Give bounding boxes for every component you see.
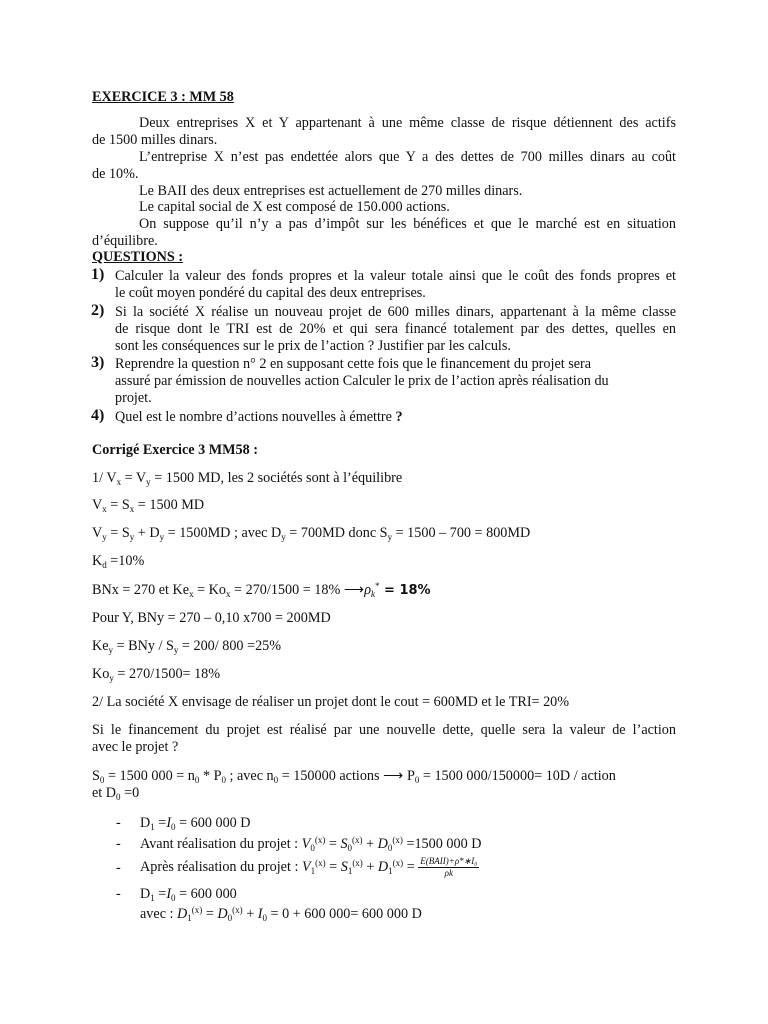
corrige-line-8: $Ko_y = 270/1500= 18\%$ <box>92 666 221 683</box>
corrige-line-11: $S_0 = 1500$ $000 = n_0 * P_0$ ; avec $n_0 = 150000$ actions ⟶ $P_0 = 1500$ 000/150000= 10D / action <box>92 768 616 785</box>
question-4-number: 4) <box>91 407 105 424</box>
corrige-line-5: BNx = 270 et $Ke_x = Ko_x = 270/1500 = 18\%$ $⟶\rho_k^* = 18\%$ <box>92 581 431 599</box>
question-1-line-2: le coût moyen pondéré du capital des deux entreprises. <box>115 285 426 301</box>
bullet-3: Après réalisation du projet : $V_1^{(x)} = S_1^{(x)} + D_1^{(x)}$ = $\frac{\text{E(BAII)+ρ*∗I₀}}{\rho k}$ <box>140 856 478 878</box>
bullet-4: $D_1 =I_0 = 600$ 000 <box>140 886 237 903</box>
bullet-4-detail: avec : $D_1^{(x)} = D_0^{(x)} + I_0 = 0 + 600$ 000= 600 000 D <box>140 905 422 923</box>
question-3-line-2: assuré par émission de nouvelles action Calculer le prix de l’action après réalisation du <box>115 373 609 389</box>
statement-line-8: d’équilibre. <box>92 233 158 249</box>
statement-line-4: de 10%. <box>92 166 139 182</box>
question-2-number: 2) <box>91 302 105 319</box>
statement-line-3: L’entreprise X n’est pas endettée alors que Y a des dettes de 700 milles dinars au coût <box>139 149 676 165</box>
statement-line-2: de 1500 milles dinars. <box>92 132 218 148</box>
bullet-dash: - <box>116 860 121 876</box>
bullet-2: Avant réalisation du projet : $V_0^{(x)} = S_0^{(x)} + D_0^{(x)} =1500$ 000 D <box>140 835 482 853</box>
corrige-line-3: $V_y = S_y + D_y = 1500MD$ ; avec $D_y = 700MD$ donc $S_y = 1500 - 700 = 800MD$ <box>92 525 531 542</box>
question-2-line-1: Si la société X réalise un nouveau projet de 600 milles dinars, appartenant à la même classe <box>115 304 676 320</box>
statement-line-1: Deux entreprises X et Y appartenant à une même classe de risque détiennent des actifs <box>139 115 676 131</box>
corrige-title: Corrigé Exercice 3 MM58 : <box>92 442 258 458</box>
corrige-line-7: $Ke_y$ = BNy / $S_y = 200/$ 800 =25% <box>92 638 282 655</box>
corrige-line-12: et $D_0 =0$ <box>92 785 140 802</box>
question-2-line-2: de risque dont le TRI est de 20% et qui sera financé totalement par des dettes, quelles en <box>115 321 676 337</box>
exercise-title: EXERCICE 3 : MM 58 <box>92 89 234 105</box>
question-3-line-1: Reprendre la question n° 2 en supposant cette fois que le financement du projet sera <box>115 356 592 372</box>
questions-title: QUESTIONS : <box>92 249 184 265</box>
bullet-dash: - <box>116 815 121 831</box>
corrige-line-4: $K_d =10\%$ <box>92 553 145 570</box>
question-1-line-1: Calculer la valeur des fonds propres et la valeur totale ainsi que le coût des fonds propres et <box>115 268 676 284</box>
corrige-line-2: $V_x = S_x = 1500$ MD <box>92 497 205 514</box>
question-2-line-3: sont les conséquences sur le prix de l’action ? Justifier par les calculs. <box>115 338 511 354</box>
corrige-line-10: Si le financement du projet est réalisé par une nouvelle dette, quelle sera la valeur de l’action <box>92 722 676 738</box>
bullet-dash: - <box>116 886 121 902</box>
question-4-line-1: Quel est le nombre d’actions nouvelles à émettre ? <box>115 409 403 425</box>
corrige-line-6: Pour Y, BNy = 270 – 0,10 x700 = 200MD <box>92 610 331 626</box>
bullet-dash: - <box>116 836 121 852</box>
statement-line-7: On suppose qu’il n’y a pas d’impôt sur les bénéfices et que le marché est en situation <box>139 216 676 232</box>
statement-line-6: Le capital social de X est composé de 150.000 actions. <box>139 199 450 215</box>
formula-fraction: $\frac{\text{E(BAII)+ρ*∗I₀}}{\rho k}$ <box>420 856 478 878</box>
corrige-line-9: 2/ La société X envisage de réaliser un projet dont le cout = 600MD et le TRI= 20% <box>92 694 570 710</box>
corrige-line-1: 1/ $V_x = V_y = 1500$ MD, les 2 sociétés sont à l’équilibre <box>92 470 403 487</box>
corrige-line-10b: avec le projet ? <box>92 739 179 755</box>
question-1-number: 1) <box>91 266 105 283</box>
question-3-number: 3) <box>91 354 105 371</box>
question-3-line-3: projet. <box>115 390 152 406</box>
statement-line-5: Le BAII des deux entreprises est actuellement de 270 milles dinars. <box>139 183 523 199</box>
bullet-1: $D_1 =I_0 = 600$ 000 D <box>140 815 251 832</box>
